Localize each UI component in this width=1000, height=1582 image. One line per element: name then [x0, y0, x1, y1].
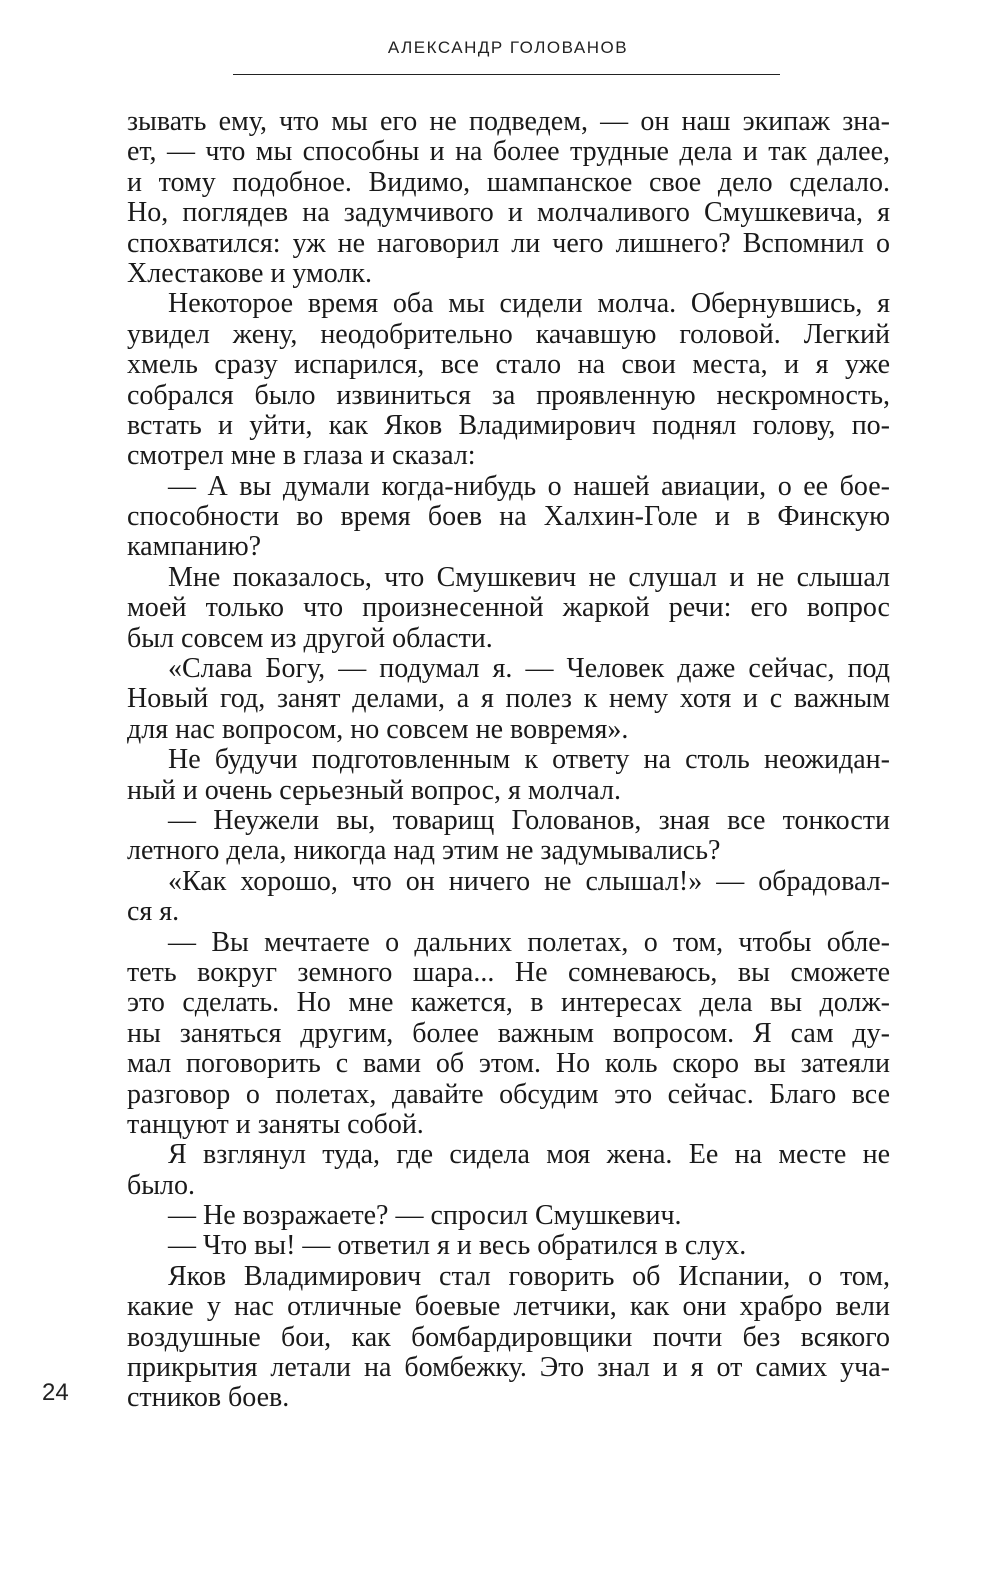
text-line: и тому подобное. Видимо, шампанское свое дело сделало.	[127, 166, 890, 198]
text-line: — Неужели вы, товарищ Голованов, зная все тонкости	[168, 804, 890, 836]
text-line: «Как хорошо, что он ничего не слышал!» — обрадовал-	[168, 865, 890, 897]
text-line: Хлестакове и умолк.	[127, 257, 372, 289]
text-line: какие у нас отличные боевые летчики, как они храбро вели	[127, 1291, 890, 1323]
text-line: ны заняться другим, более важным вопросом. Я сам ду-	[127, 1017, 890, 1049]
text-line: «Слава Богу, — подумал я. — Человек даже сейчас, под	[168, 653, 890, 685]
text-line: Новый год, занят делами, а я полез к нему хотя и с важным	[127, 683, 890, 715]
text-line: спохватился: уж не наговорил ли чего лишнего? Вспомнил о	[127, 227, 890, 259]
text-line: увидел жену, неодобрительно качавшую головой. Легкий	[127, 318, 890, 350]
text-line: способности во время боев на Халхин-Голе и в Финскую	[127, 501, 890, 533]
text-line: был совсем из другой области.	[127, 622, 493, 654]
text-line: воздушные бои, как бомбардировщики почти без всякого	[127, 1321, 890, 1353]
text-line: встать и уйти, как Яков Владимирович поднял голову, по-	[127, 409, 890, 441]
text-line: для нас вопросом, но совсем не вовремя».	[127, 713, 629, 745]
header-rule	[233, 74, 780, 75]
text-line: стников боев.	[127, 1382, 290, 1414]
text-line: — Что вы! — ответил я и весь обратился в слух.	[168, 1230, 747, 1262]
text-line: было.	[127, 1169, 196, 1201]
text-line: кампанию?	[127, 531, 262, 563]
text-line: Мне показалось, что Смушкевич не слушал и не слышал	[168, 561, 890, 593]
text-line: смотрел мне в глаза и сказал:	[127, 440, 476, 472]
text-line: хмель сразу испарился, все стало на свои места, и я уже	[127, 349, 890, 381]
text-line: летного дела, никогда над этим не задумывались?	[127, 835, 721, 867]
running-head: АЛЕКСАНДР ГОЛОВАНОВ	[387, 38, 629, 57]
text-line: это сделать. Но мне кажется, в интересах дела вы долж-	[127, 987, 890, 1019]
text-line: мал поговорить с вами об этом. Но коль скоро вы затеяли	[127, 1048, 890, 1080]
body-text	[127, 107, 890, 1414]
text-line: Некоторое время оба мы сидели молча. Обернувшись, я	[168, 288, 890, 320]
text-line: ся я.	[127, 896, 180, 928]
text-line: — Не возражаете? — спросил Смушкевич.	[168, 1200, 682, 1232]
text-line: — Вы мечтаете о дальних полетах, о том, чтобы обле-	[168, 926, 890, 958]
text-line: зывать ему, что мы его не подведем, — он наш экипаж зна-	[127, 106, 890, 137]
text-line: прикрытия летали на бомбежку. Это знал и я от самих уча-	[127, 1352, 890, 1384]
text-line: Яков Владимирович стал говорить об Испании, о том,	[168, 1260, 890, 1292]
text-line: — А вы думали когда-нибудь о нашей авиации, о ее бое-	[168, 470, 890, 502]
text-line: теть вокруг земного шара... Не сомневаюсь, вы сможете	[127, 956, 890, 988]
text-line: моей только что произнесенной жаркой речи: его вопрос	[127, 592, 890, 624]
text-line: Не будучи подготовленным к ответу на столь неожидан-	[168, 744, 890, 776]
page-number: 24	[42, 1379, 69, 1406]
text-line: Я взглянул туда, где сидела моя жена. Ее на месте не	[168, 1139, 890, 1171]
text-line: ет, — что мы способны и на более трудные дела и так далее,	[127, 136, 890, 168]
text-line: собрался было извиниться за проявленную нескромность,	[127, 379, 890, 411]
text-line: разговор о полетах, давайте обсудим это сейчас. Благо все	[127, 1078, 890, 1110]
text-line: танцуют и заняты собой.	[127, 1108, 424, 1140]
text-line: ный и очень серьезный вопрос, я молчал.	[127, 774, 621, 806]
text-line: Но, поглядев на задумчивого и молчаливого Смушкевича, я	[127, 197, 890, 229]
